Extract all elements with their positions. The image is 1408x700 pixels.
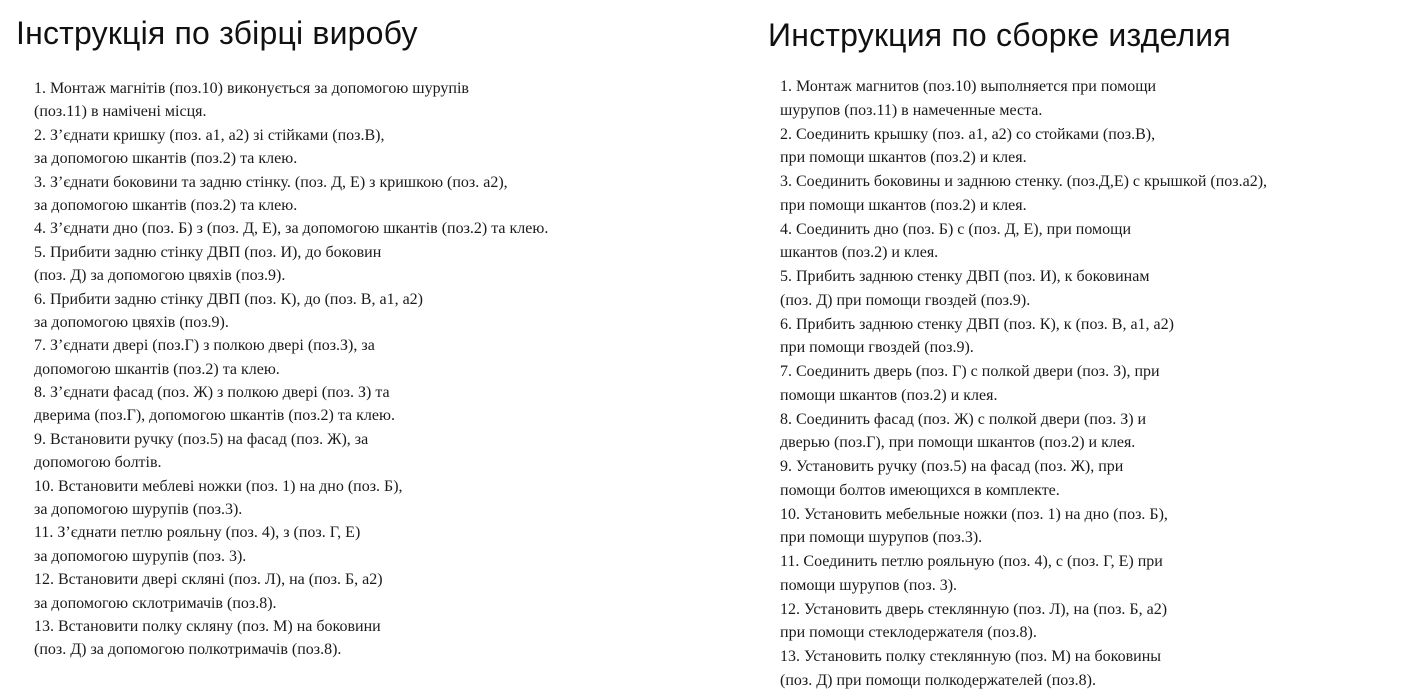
step-line: 2. Соединить крышку (поз. а1, а2) со стойками (поз.В), — [780, 125, 1156, 143]
step-line: 2. З’єднати кришку (поз. а1, а2) зі стійками (поз.В), — [34, 126, 385, 144]
step-line: 7. Соединить дверь (поз. Г) с полкой двери (поз. З), при — [780, 363, 1160, 380]
step-line: за допомогою цвяхів (поз.9). — [34, 313, 229, 331]
step-line: помощи болтов имеющихся в комплекте. — [780, 481, 1060, 499]
step-line: за допомогою шурупів (поз.3). — [34, 501, 243, 519]
step-line: при помощи стеклодержателя (поз.8). — [780, 624, 1037, 642]
step-line: за допомогою шкантів (поз.2) та клею. — [34, 150, 298, 168]
step-line: 13. Встановити полку скляну (поз. М) на боковини — [34, 617, 381, 635]
step-line: помощи шкантов (поз.2) и клея. — [780, 386, 998, 404]
step-line: 5. Прибити задню стінку ДВП (поз. И), до боковин — [34, 243, 382, 261]
step-line: (поз. Д) при помощи полкодержателей (поз.8). — [780, 671, 1096, 689]
step-line: помощи шурупов (поз. 3). — [780, 576, 958, 594]
step-line: за допомогою склотримачів (поз.8). — [34, 594, 277, 612]
step-line: 8. З’єднати фасад (поз. Ж) з полкою двері (поз. З) та — [34, 384, 390, 402]
step-line: 11. Соединить петлю рояльную (поз. 4), с (поз. Г, Е) при — [780, 553, 1163, 570]
step-line: 5. Прибить заднюю стенку ДВП (поз. И), к боковинам — [780, 268, 1150, 285]
step-line: 7. З’єднати двері (поз.Г) з полкою двері (поз.З), за — [34, 337, 375, 355]
step-line: 12. Установить дверь стеклянную (поз. Л), на (поз. Б, а2) — [780, 600, 1168, 618]
title-russian: Инструкция по сборке изделия — [768, 17, 1231, 53]
step-line: 4. З’єднати дно (поз. Б) з (поз. Д, Е), за допомогою шкантів (поз.2) та клею. — [34, 220, 549, 238]
steps-russian — [780, 75, 1267, 693]
step-line: за допомогою шкантів (поз.2) та клею. — [34, 196, 298, 214]
step-line: (поз. Д) при помощи гвоздей (поз.9). — [780, 291, 1031, 309]
steps-ukrainian — [34, 77, 548, 662]
title-ukrainian: Інструкція по збірці виробу — [16, 15, 418, 51]
step-line: шурупов (поз.11) в намеченные места. — [780, 101, 1043, 119]
step-line: дверима (поз.Г), допомогою шкантів (поз.2) та клею. — [34, 407, 395, 425]
step-line: 10. Установить мебельные ножки (поз. 1) на дно (поз. Б), — [780, 505, 1168, 523]
step-line: 10. Встановити меблеві ножки (поз. 1) на дно (поз. Б), — [34, 477, 403, 495]
step-line: 1. Монтаж магнітів (поз.10) виконується за допомогою шурупів — [34, 80, 469, 97]
step-line: 6. Прибить заднюю стенку ДВП (поз. К), к (поз. В, а1, а2) — [780, 315, 1174, 333]
step-line: 3. Соединить боковины и заднюю стенку. (поз.Д,Е) с крышкой (поз.а2), — [780, 173, 1268, 190]
step-line: (поз. Д) за допомогою полкотримачів (поз.8). — [34, 641, 342, 659]
step-line: дверью (поз.Г), при помощи шкантов (поз.2) и клея. — [780, 434, 1136, 452]
step-line: (поз.11) в намічені місця. — [34, 103, 207, 121]
step-line: 3. З’єднати боковини та задню стінку. (поз. Д, Е) з кришкою (поз. а2), — [34, 173, 508, 191]
step-line: допомогою болтів. — [34, 454, 162, 472]
step-line: 9. Установить ручку (поз.5) на фасад (поз. Ж), при — [780, 458, 1124, 475]
step-line: при помощи шурупов (поз.3). — [780, 529, 983, 547]
step-line: 12. Встановити двері скляні (поз. Л), на (поз. Б, а2) — [34, 571, 383, 589]
step-line: 4. Соединить дно (поз. Б) с (поз. Д, Е), при помощи — [780, 220, 1132, 238]
step-line: 8. Соединить фасад (поз. Ж) с полкой двери (поз. З) и — [780, 410, 1147, 428]
step-line: при помощи шкантов (поз.2) и клея. — [780, 149, 1027, 167]
step-line: шкантов (поз.2) и клея. — [780, 244, 939, 262]
step-line: (поз. Д) за допомогою цвяхів (поз.9). — [34, 267, 286, 285]
step-line: 6. Прибити задню стінку ДВП (поз. К), до (поз. В, а1, а2) — [34, 290, 424, 308]
step-line: 13. Установить полку стеклянную (поз. М) на боковины — [780, 648, 1161, 665]
step-line: допомогою шкантів (поз.2) та клею. — [34, 360, 280, 378]
step-line: при помощи гвоздей (поз.9). — [780, 339, 974, 357]
step-line: 9. Встановити ручку (поз.5) на фасад (поз. Ж), за — [34, 430, 369, 448]
step-line: при помощи шкантов (поз.2) и клея. — [780, 196, 1027, 214]
step-line: за допомогою шурупів (поз. 3). — [34, 547, 247, 565]
step-line: 1. Монтаж магнитов (поз.10) выполняется при помощи — [780, 78, 1157, 95]
step-line: 11. З’єднати петлю рояльну (поз. 4), з (поз. Г, Е) — [34, 524, 361, 542]
